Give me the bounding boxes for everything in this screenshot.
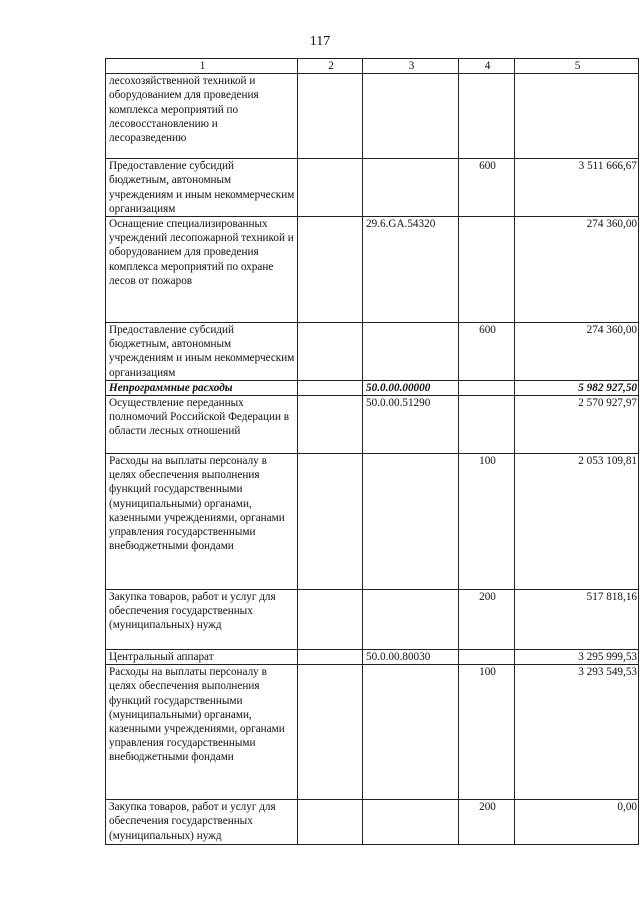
row-sum: 2 053 109,81 <box>515 454 639 590</box>
row-code <box>363 800 459 845</box>
table-row <box>106 665 639 800</box>
row-col2 <box>298 159 363 217</box>
row-expense-type <box>459 217 515 323</box>
row-expense-type <box>459 74 515 159</box>
row-expense-type: 600 <box>459 323 515 381</box>
row-code: 50.0.00.00000 <box>363 380 459 395</box>
row-sum: 2 570 927,97 <box>515 396 639 454</box>
row-name: Осуществление переданных полномочий Российской Федерации в области лесных отношений <box>106 396 298 454</box>
row-col2 <box>298 650 363 665</box>
row-sum: 517 818,16 <box>515 590 639 650</box>
row-col2 <box>298 74 363 159</box>
page-number: 117 <box>309 34 331 49</box>
table-row <box>106 396 639 454</box>
table-row <box>106 650 639 665</box>
row-expense-type <box>459 650 515 665</box>
row-code <box>363 74 459 159</box>
row-sum: 274 360,00 <box>515 217 639 323</box>
row-name: Предоставление субсидий бюджетным, автономным учреждениям и иным некоммерческим организациям <box>106 159 298 217</box>
row-expense-type: 200 <box>459 800 515 845</box>
row-col2 <box>298 396 363 454</box>
row-sum: 3 511 666,67 <box>515 159 639 217</box>
row-code <box>363 590 459 650</box>
row-code <box>363 665 459 800</box>
row-name: Непрограммные расходы <box>106 380 298 395</box>
table-row <box>106 74 639 159</box>
column-header-3: 3 <box>363 59 459 74</box>
table-row <box>106 454 639 590</box>
table-row <box>106 217 639 323</box>
row-col2 <box>298 454 363 590</box>
row-col2 <box>298 800 363 845</box>
row-code <box>363 323 459 381</box>
row-name: Предоставление субсидий бюджетным, автономным учреждениям и иным некоммерческим организациям <box>106 323 298 381</box>
row-sum: 0,00 <box>515 800 639 845</box>
row-name: Закупка товаров, работ и услуг для обеспечения государственных (муниципальных) нужд <box>106 590 298 650</box>
row-expense-type: 100 <box>459 454 515 590</box>
row-expense-type: 600 <box>459 159 515 217</box>
row-col2 <box>298 380 363 395</box>
row-expense-type: 100 <box>459 665 515 800</box>
table-row <box>106 323 639 381</box>
table-row <box>106 800 639 845</box>
row-name: Расходы на выплаты персоналу в целях обеспечения выполнения функций государственными (муниципальными) органами, казенными учреждениями, органами управления государственными внебюджетными фондами <box>106 454 298 590</box>
row-name: Расходы на выплаты персоналу в целях обеспечения выполнения функций государственными (муниципальными) органами, казенными учреждениями, органами управления государственными внебюджетными фондами <box>106 665 298 800</box>
row-sum: 3 293 549,53 <box>515 665 639 800</box>
row-name: Закупка товаров, работ и услуг для обеспечения государственных (муниципальных) нужд <box>106 800 298 845</box>
column-header-2: 2 <box>298 59 363 74</box>
budget-table <box>105 58 639 845</box>
row-code <box>363 159 459 217</box>
row-code: 29.6.GA.54320 <box>363 217 459 323</box>
column-header-1: 1 <box>106 59 298 74</box>
row-expense-type <box>459 380 515 395</box>
row-sum <box>515 74 639 159</box>
row-col2 <box>298 217 363 323</box>
row-sum: 3 295 999,53 <box>515 650 639 665</box>
row-name: Центральный аппарат <box>106 650 298 665</box>
row-code: 50.0.00.51290 <box>363 396 459 454</box>
row-code <box>363 454 459 590</box>
row-expense-type: 200 <box>459 590 515 650</box>
row-col2 <box>298 590 363 650</box>
column-header-5: 5 <box>515 59 639 74</box>
row-name: Оснащение специализированных учреждений лесопожарной техникой и оборудованием для проведения комплекса мероприятий по охране лесов от пожаров <box>106 217 298 323</box>
row-name: лесохозяйственной техникой и оборудованием для проведения комплекса мероприятий по лесовосстановлению и лесоразведению <box>106 74 298 159</box>
row-col2 <box>298 665 363 800</box>
row-code: 50.0.00.80030 <box>363 650 459 665</box>
table-row-subtotal <box>106 380 639 395</box>
row-sum: 5 982 927,50 <box>515 380 639 395</box>
column-header-4: 4 <box>459 59 515 74</box>
table-row <box>106 159 639 217</box>
row-sum: 274 360,00 <box>515 323 639 381</box>
row-col2 <box>298 323 363 381</box>
row-expense-type <box>459 396 515 454</box>
table-row <box>106 590 639 650</box>
table-header-row <box>106 59 639 74</box>
